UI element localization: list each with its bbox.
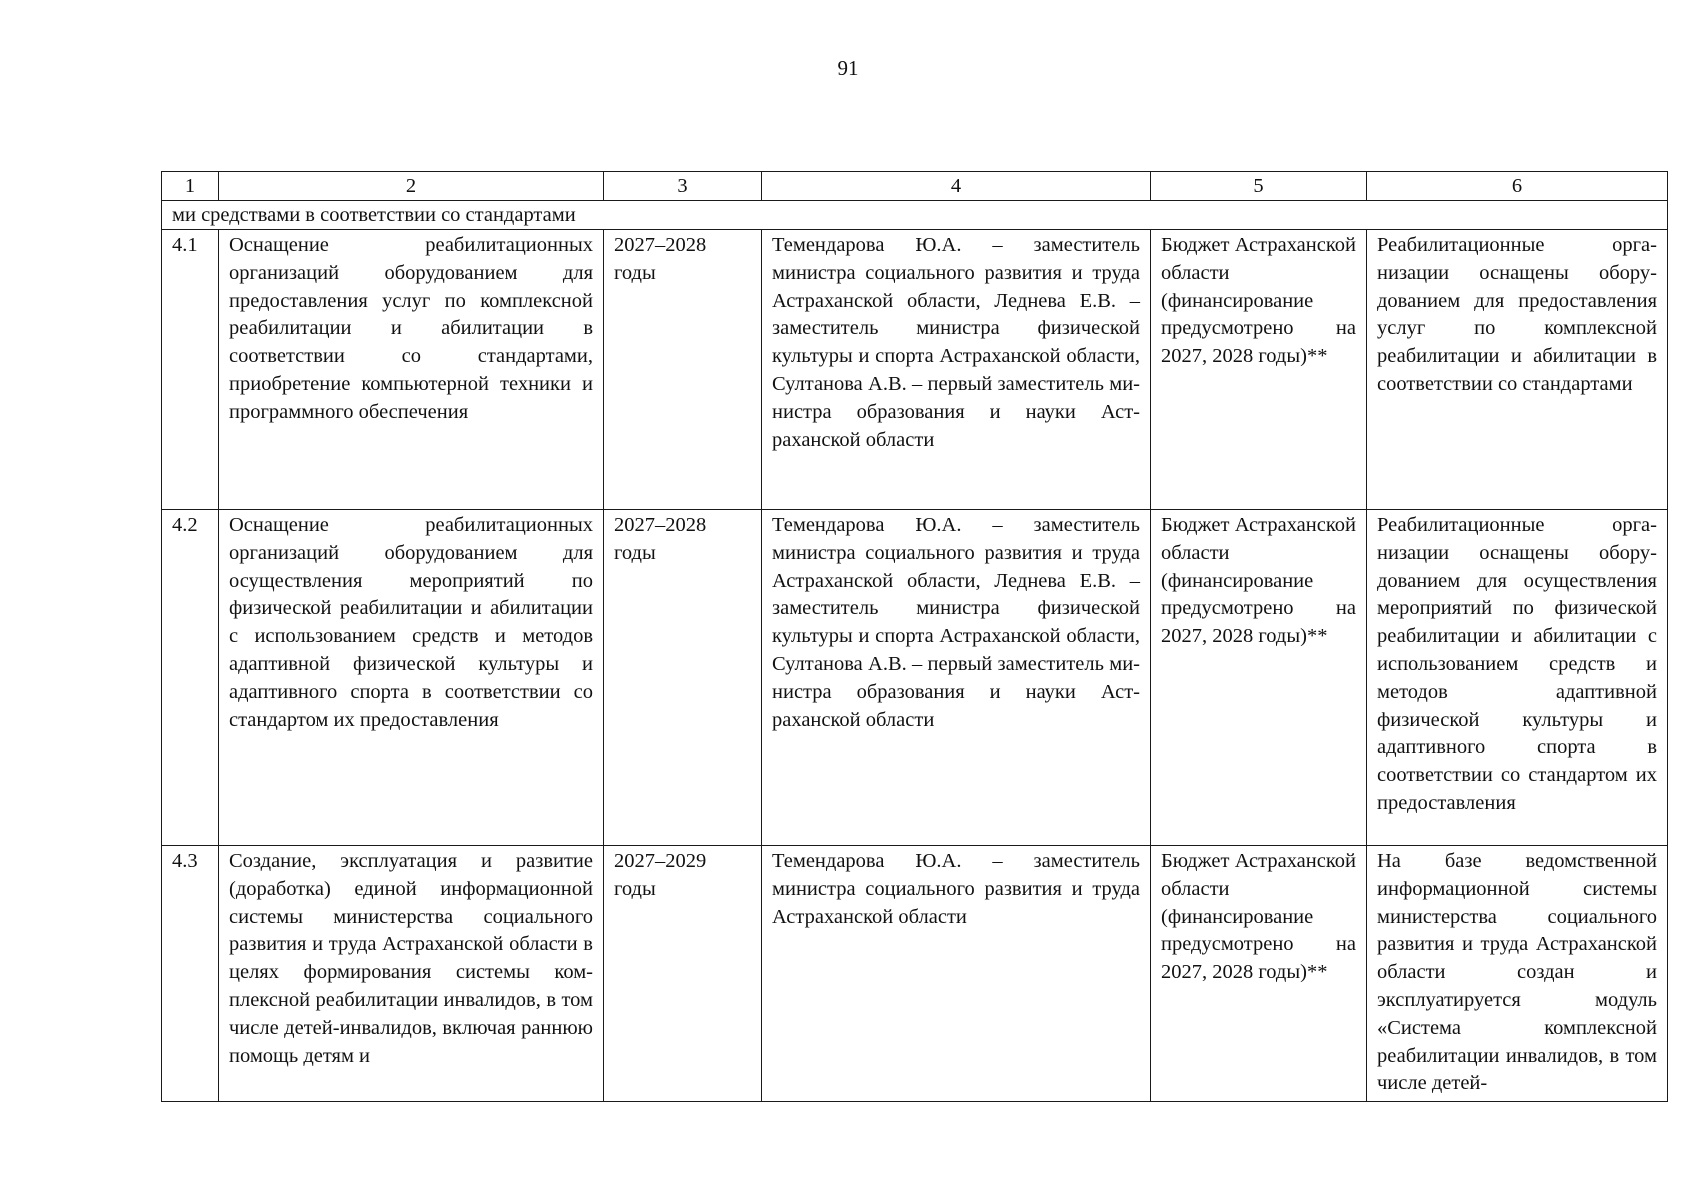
responsible-cell: Темендарова Ю.А. – заместитель министра социального развития и труда Астраханской области xyxy=(762,846,1151,1102)
result-cell: Реабилитационные организации оснащены оборудованием для осуществления мероприятий по физической реабилитации и абилитации с использованием средств и методов адаптивной физической культуры и адаптивного спорта в соответствии со стандартом их предоставления xyxy=(1367,510,1668,846)
column-header: 5 xyxy=(1151,172,1367,201)
row-number: 4.2 xyxy=(162,510,219,846)
table-row xyxy=(162,510,1668,846)
table-row xyxy=(162,230,1668,510)
measure-cell: Оснащение реабилитационных организаций оборудованием для осуществления мероприятий по физической реабилитации и абилитации с использованием средств и методов адаптивной физической культуры и адаптивного спорта в соответствии со стандартом их предоставления xyxy=(219,510,604,846)
measure-cell: Оснащение реабилитационных организаций оборудованием для предоставления услуг по комплексной реабилитации и абилитации в соответствии со стандартами, приобретение компьютерной техники и программного обеспечения xyxy=(219,230,604,510)
row-number: 4.3 xyxy=(162,846,219,1102)
page-number: 91 xyxy=(837,56,859,80)
measure-cell: Создание, эксплуатация и развитие (доработка) единой информационной системы министерства социального развития и труда Астраханской области в целях формирования системы комплексной реабилитации инвалидов, в том числе детей-инвалидов, включая раннюю помощь детям и xyxy=(219,846,604,1102)
funding-cell: Бюджет Астраханской области (финансирование предусмотрено на 2027, 2028 годы)** xyxy=(1151,846,1367,1102)
result-cell: На базе ведомственной информационной системы министерства социального развития и труда Астраханской области создан и эксплуатируется модуль «Система комплексной реабилитации инвалидов, в том числе детей- xyxy=(1367,846,1668,1102)
period-cell: 2027–2028 годы xyxy=(604,510,762,846)
column-header: 4 xyxy=(762,172,1151,201)
column-header: 1 xyxy=(162,172,219,201)
funding-cell: Бюджет Астраханской области (финансирование предусмотрено на 2027, 2028 годы)** xyxy=(1151,510,1367,846)
column-header: 3 xyxy=(604,172,762,201)
column-header: 2 xyxy=(219,172,604,201)
period-cell: 2027–2028 годы xyxy=(604,230,762,510)
period-cell: 2027–2029 годы xyxy=(604,846,762,1102)
result-cell: Реабилитационные организации оснащены оборудованием для предоставления услуг по комплексной реабилитации и абилитации в соответствии со стандартами xyxy=(1367,230,1668,510)
table-row xyxy=(162,846,1668,1102)
table-header-row xyxy=(162,172,1668,201)
measures-table xyxy=(161,171,1668,1102)
continuation-text: ми средствами в соответствии со стандартами xyxy=(162,201,1668,230)
column-header: 6 xyxy=(1367,172,1668,201)
row-number: 4.1 xyxy=(162,230,219,510)
responsible-cell: Темендарова Ю.А. – заместитель министра социального развития и труда Астраханской области, Леднева Е.В. – заместитель министра физической культуры и спорта Астраханской области, Султанова А.В. – первый заместитель министра образования и науки Астраханской области xyxy=(762,230,1151,510)
funding-cell: Бюджет Астраханской области (финансирование предусмотрено на 2027, 2028 годы)** xyxy=(1151,230,1367,510)
responsible-cell: Темендарова Ю.А. – заместитель министра социального развития и труда Астраханской области, Леднева Е.В. – заместитель министра физической культуры и спорта Астраханской области, Султанова А.В. – первый заместитель министра образования и науки Астраханской области xyxy=(762,510,1151,846)
continuation-row xyxy=(162,201,1668,230)
